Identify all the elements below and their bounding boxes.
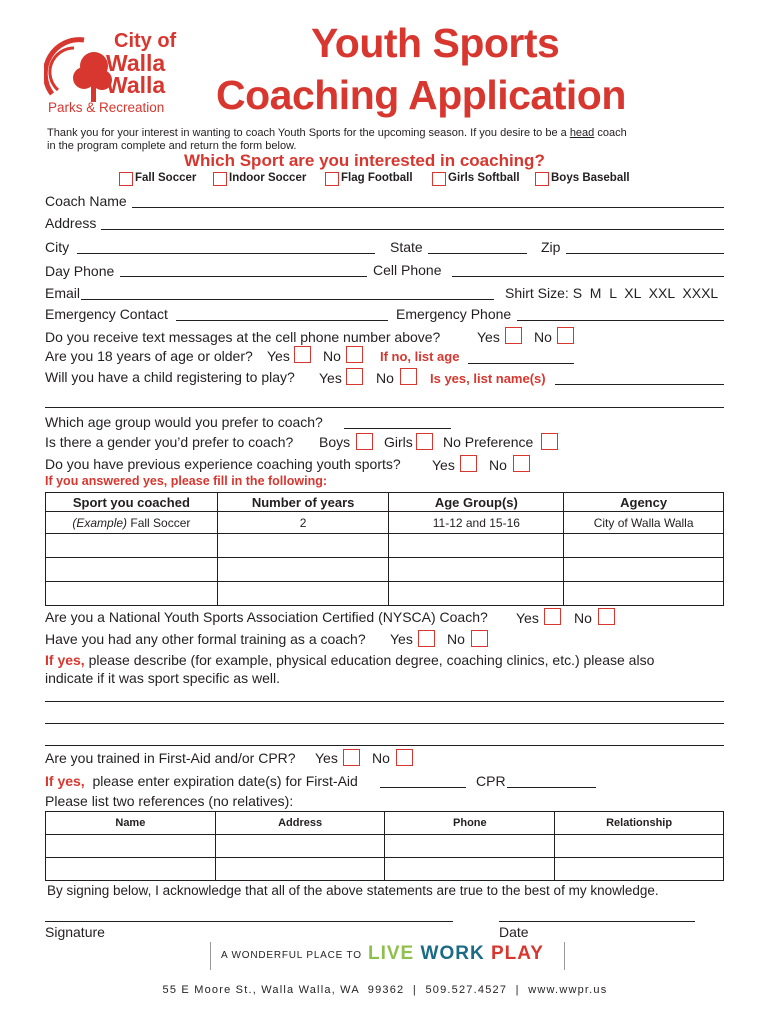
experience-question: Do you have previous experience coaching youth sports? bbox=[45, 456, 401, 472]
training-yes-checkbox[interactable] bbox=[418, 630, 435, 647]
experience-header-ages: Age Group(s) bbox=[389, 493, 564, 512]
child-no-label: No bbox=[376, 370, 394, 386]
first-aid-yes-checkbox[interactable] bbox=[343, 749, 360, 766]
child-register-question: Will you have a child registering to play? bbox=[45, 369, 295, 385]
text-no-label: No bbox=[534, 329, 552, 345]
describe-text: If yes, please describe (for example, physical education degree, coaching clinics, etc.) please also bbox=[45, 652, 655, 668]
first-aid-date-field[interactable] bbox=[380, 787, 466, 788]
text-messages-question: Do you receive text messages at the cell phone number above? bbox=[45, 329, 441, 345]
experience-no-checkbox[interactable] bbox=[513, 455, 530, 472]
cell-phone-field[interactable] bbox=[452, 276, 724, 277]
text-no-checkbox[interactable] bbox=[557, 327, 574, 344]
tagline-divider-left bbox=[210, 942, 211, 970]
sport-label-fall-soccer: Fall Soccer bbox=[135, 172, 197, 184]
city-field[interactable] bbox=[77, 253, 375, 254]
first-aid-yes-label: Yes bbox=[315, 750, 338, 766]
formal-training-question: Have you had any other formal training as a coach? bbox=[45, 631, 366, 647]
address-field[interactable] bbox=[101, 229, 724, 230]
example-ages-cell: 11-12 and 15-16 bbox=[389, 512, 564, 534]
text-yes-label: Yes bbox=[477, 329, 500, 345]
age18-no-checkbox[interactable] bbox=[346, 346, 363, 363]
table-row bbox=[46, 558, 724, 582]
no-preference-label: No Preference bbox=[443, 434, 534, 450]
experience-table bbox=[45, 492, 724, 606]
table-row bbox=[46, 582, 724, 606]
emergency-phone-label: Emergency Phone bbox=[396, 306, 512, 322]
logo-city-of: City of bbox=[114, 30, 177, 52]
age18-yes-checkbox[interactable] bbox=[294, 346, 311, 363]
day-phone-field[interactable] bbox=[120, 276, 367, 277]
first-aid-no-label: No bbox=[372, 750, 390, 766]
first-aid-no-checkbox[interactable] bbox=[396, 749, 413, 766]
experience-header-sport: Sport you coached bbox=[46, 493, 218, 512]
address-label: Address bbox=[45, 215, 97, 231]
tagline-words: LIVE WORK PLAY bbox=[368, 943, 544, 964]
references-header-phone: Phone bbox=[385, 812, 555, 835]
experience-header-agency: Agency bbox=[564, 493, 724, 512]
girls-checkbox[interactable] bbox=[416, 433, 433, 450]
cpr-label: CPR bbox=[476, 773, 506, 789]
gender-question: Is there a gender you’d prefer to coach? bbox=[45, 434, 294, 450]
date-label: Date bbox=[499, 924, 529, 940]
table-row bbox=[46, 858, 724, 881]
if-no-age-label: If no, list age bbox=[380, 349, 460, 364]
intro-text: Thank you for your interest in wanting to coach Youth Sports for the upcoming season. If you desire to be a head coach in the program complete and return the form below. bbox=[47, 127, 627, 152]
emergency-phone-field[interactable] bbox=[517, 320, 724, 321]
nysca-yes-checkbox[interactable] bbox=[544, 608, 561, 625]
experience-yes-label: Yes bbox=[432, 457, 455, 473]
boys-checkbox[interactable] bbox=[356, 433, 373, 450]
checkbox-indoor-soccer[interactable] bbox=[213, 172, 227, 186]
expiration-text: If yes, please enter expiration date(s) for First-Aid bbox=[45, 773, 358, 789]
boys-label: Boys bbox=[319, 434, 351, 450]
experience-no-label: No bbox=[489, 457, 507, 473]
child-names-field[interactable] bbox=[555, 384, 724, 385]
checkbox-flag-football[interactable] bbox=[325, 172, 339, 186]
sport-label-flag-football: Flag Football bbox=[341, 172, 413, 184]
example-sport-cell: (Example) Fall Soccer bbox=[46, 512, 218, 534]
nysca-yes-label: Yes bbox=[516, 610, 539, 626]
child-no-checkbox[interactable] bbox=[400, 368, 417, 385]
references-header-name: Name bbox=[46, 812, 216, 835]
describe-text-2: indicate if it was sport specific as well. bbox=[45, 670, 280, 686]
logo bbox=[44, 30, 194, 120]
describe-line-3[interactable] bbox=[45, 745, 724, 746]
table-row bbox=[46, 835, 724, 858]
first-aid-question: Are you trained in First-Aid and/or CPR? bbox=[45, 750, 296, 766]
training-no-label: No bbox=[447, 631, 465, 647]
coach-name-label: Coach Name bbox=[45, 193, 127, 209]
email-field[interactable] bbox=[81, 299, 494, 300]
age18-yes-label: Yes bbox=[267, 348, 290, 364]
if-answered-yes-label: If you answered yes, please fill in the following: bbox=[45, 474, 328, 488]
zip-field[interactable] bbox=[566, 253, 724, 254]
logo-dept: Parks & Recreation bbox=[48, 100, 165, 115]
example-agency-cell: City of Walla Walla bbox=[564, 512, 724, 534]
acknowledge-text: By signing below, I acknowledge that all of the above statements are true to the best of my knowledge. bbox=[47, 883, 659, 898]
nysca-question: Are you a National Youth Sports Association Certified (NYSCA) Coach? bbox=[45, 609, 488, 625]
training-no-checkbox[interactable] bbox=[471, 630, 488, 647]
email-label: Email bbox=[45, 285, 81, 301]
age18-question: Are you 18 years of age or older? bbox=[45, 348, 253, 364]
tagline-prefix: A WONDERFUL PLACE TO bbox=[221, 950, 362, 961]
state-field[interactable] bbox=[428, 253, 527, 254]
age-group-field[interactable] bbox=[344, 428, 451, 429]
sport-question: Which Sport are you interested in coaching? bbox=[184, 151, 545, 170]
head-word: head bbox=[569, 127, 595, 139]
shirt-size-label: Shirt Size: S M L XL XXL XXXL bbox=[505, 285, 719, 301]
girls-label: Girls bbox=[384, 434, 413, 450]
no-preference-checkbox[interactable] bbox=[541, 433, 558, 450]
checkbox-girls-softball[interactable] bbox=[432, 172, 446, 186]
page-title-line1: Youth Sports bbox=[311, 20, 560, 66]
cell-phone-label: Cell Phone bbox=[373, 262, 442, 278]
age-group-question: Which age group would you prefer to coach? bbox=[45, 414, 323, 430]
experience-yes-checkbox[interactable] bbox=[460, 455, 477, 472]
child-yes-label: Yes bbox=[319, 370, 342, 386]
age-field[interactable] bbox=[468, 363, 574, 364]
references-label: Please list two references (no relatives): bbox=[45, 793, 294, 809]
if-yes-names-label: Is yes, list name(s) bbox=[430, 371, 546, 386]
footer-address: 55 E Moore St., Walla Walla, WA 99362 | 509.527.4527 | www.wwpr.us bbox=[162, 984, 608, 996]
references-table bbox=[45, 811, 724, 881]
page-title-line2: Coaching Application bbox=[216, 72, 626, 118]
sport-label-indoor-soccer: Indoor Soccer bbox=[229, 172, 307, 184]
nysca-no-label: No bbox=[574, 610, 592, 626]
cpr-date-field[interactable] bbox=[507, 787, 596, 788]
checkbox-fall-soccer[interactable] bbox=[119, 172, 133, 186]
date-field[interactable] bbox=[499, 921, 695, 922]
zip-label: Zip bbox=[541, 239, 561, 255]
references-header-relationship: Relationship bbox=[555, 812, 724, 835]
checkbox-boys-baseball[interactable] bbox=[535, 172, 549, 186]
describe-line-2[interactable] bbox=[45, 723, 724, 724]
coach-name-field[interactable] bbox=[132, 207, 724, 208]
sport-label-boys-baseball: Boys Baseball bbox=[551, 172, 630, 184]
age18-no-label: No bbox=[323, 348, 341, 364]
references-header-address: Address bbox=[215, 812, 385, 835]
signature-field[interactable] bbox=[45, 921, 453, 922]
tagline-divider-right bbox=[564, 942, 565, 970]
example-years-cell: 2 bbox=[217, 512, 389, 534]
child-yes-checkbox[interactable] bbox=[346, 368, 363, 385]
experience-header-years: Number of years bbox=[217, 493, 389, 512]
day-phone-label: Day Phone bbox=[45, 263, 115, 279]
describe-line-1[interactable] bbox=[45, 701, 724, 702]
sport-label-girls-softball: Girls Softball bbox=[448, 172, 520, 184]
logo-walla-1: Walla bbox=[106, 50, 166, 76]
city-label: City bbox=[45, 239, 70, 255]
training-yes-label: Yes bbox=[390, 631, 413, 647]
emergency-contact-field[interactable] bbox=[176, 320, 388, 321]
table-row bbox=[46, 534, 724, 558]
child-names-field-2[interactable] bbox=[45, 407, 724, 408]
signature-label: Signature bbox=[45, 924, 105, 940]
text-yes-checkbox[interactable] bbox=[505, 327, 522, 344]
state-label: State bbox=[390, 239, 423, 255]
logo-walla-2: Walla bbox=[106, 72, 166, 98]
emergency-contact-label: Emergency Contact bbox=[45, 306, 168, 322]
nysca-no-checkbox[interactable] bbox=[598, 608, 615, 625]
